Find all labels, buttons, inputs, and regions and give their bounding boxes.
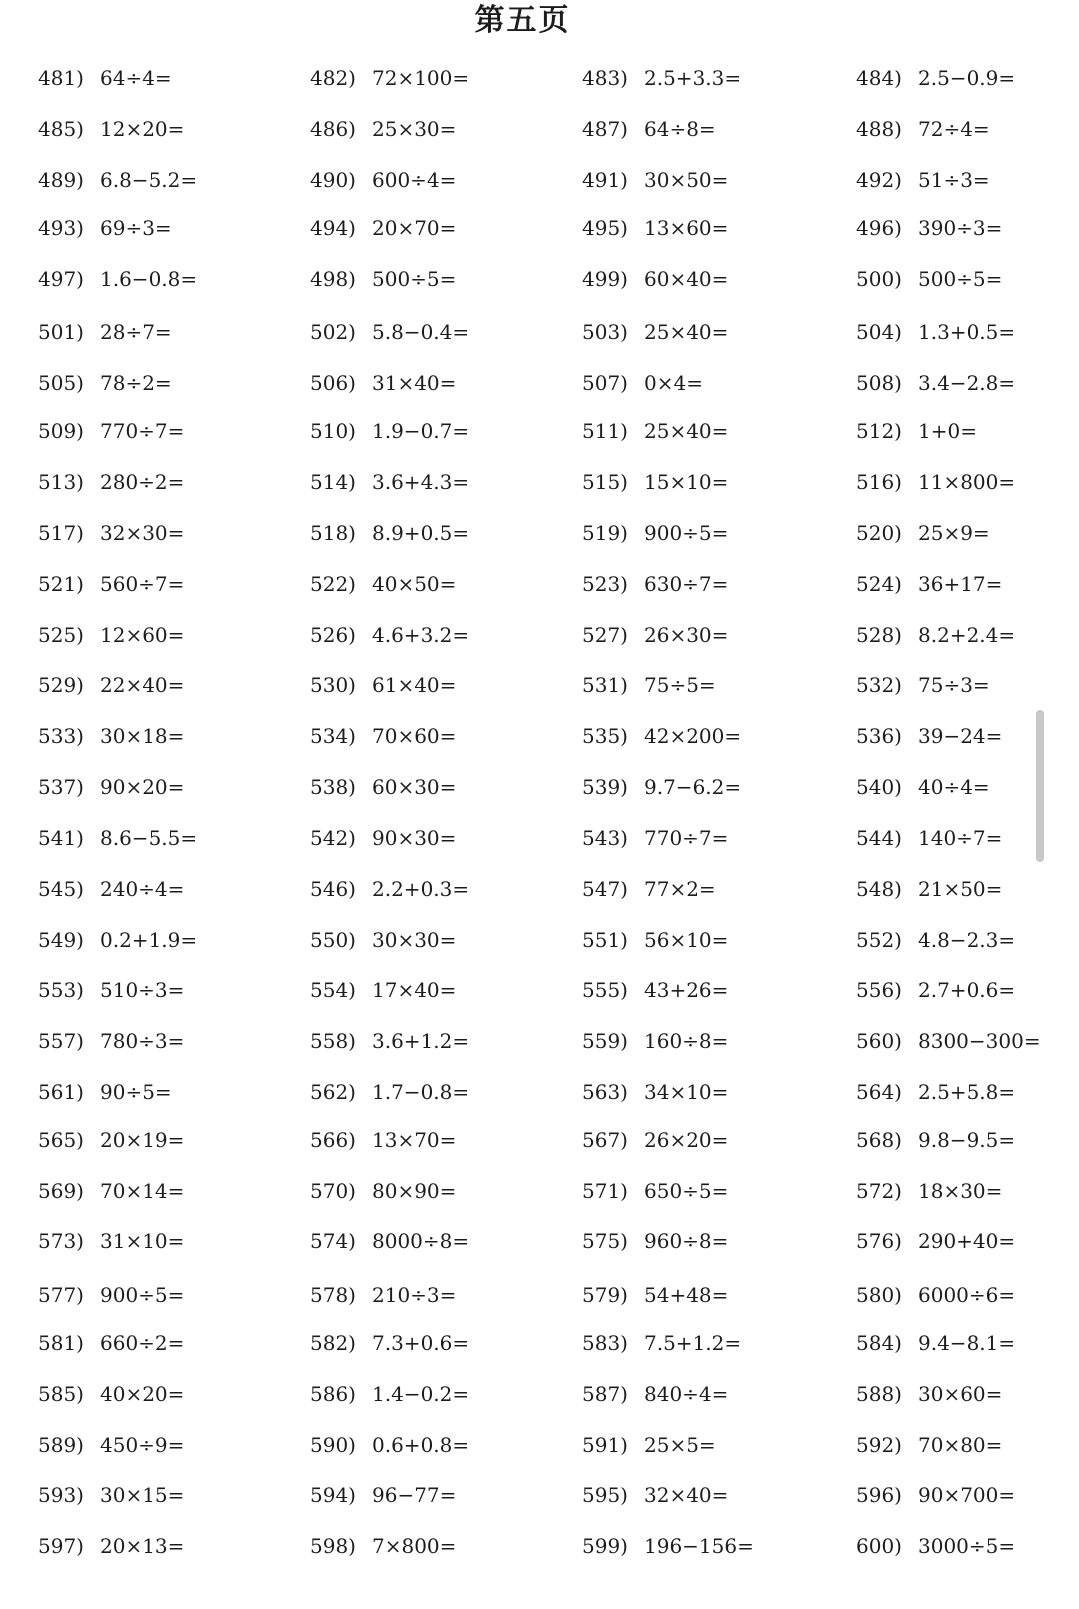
- problem-number: 516): [856, 470, 902, 494]
- problem-expression: 31×40=: [372, 371, 457, 395]
- problem-expression: 56×10=: [644, 928, 729, 952]
- problem-expression: 11×800=: [918, 470, 1016, 494]
- problem-number: 488): [856, 117, 902, 141]
- problem-expression: 780÷3=: [100, 1029, 185, 1053]
- problem-number: 521): [38, 572, 84, 596]
- problem-expression: 60×40=: [644, 267, 729, 291]
- problem-expression: 64÷4=: [100, 66, 172, 90]
- problem-row: [0, 1275, 1045, 1315]
- problem-number: 593): [38, 1483, 84, 1507]
- problem-expression: 30×18=: [100, 724, 185, 748]
- problem-expression: 22×40=: [100, 673, 185, 697]
- problem-number: 558): [310, 1029, 356, 1053]
- problem-number: 547): [582, 877, 628, 901]
- problem-row: [0, 818, 1045, 858]
- problem-number: 576): [856, 1229, 902, 1253]
- problem-number: 587): [582, 1382, 628, 1406]
- problem-expression: 90÷5=: [100, 1080, 172, 1104]
- problem-expression: 900÷5=: [644, 521, 729, 545]
- problem-number: 568): [856, 1128, 902, 1152]
- problem-expression: 80×90=: [372, 1179, 457, 1203]
- problem-number: 511): [582, 419, 628, 443]
- problem-expression: 5.8−0.4=: [372, 320, 470, 344]
- problem-number: 578): [310, 1283, 356, 1307]
- problem-number: 582): [310, 1331, 356, 1355]
- problem-expression: 32×30=: [100, 521, 185, 545]
- problem-expression: 0×4=: [644, 371, 703, 395]
- problem-number: 532): [856, 673, 902, 697]
- problem-expression: 72×100=: [372, 66, 470, 90]
- problem-expression: 9.8−9.5=: [918, 1128, 1016, 1152]
- problem-row: [0, 1323, 1045, 1363]
- problem-number: 498): [310, 267, 356, 291]
- problem-number: 596): [856, 1483, 902, 1507]
- problem-row: [0, 615, 1045, 655]
- problem-expression: 8300−300=: [918, 1029, 1041, 1053]
- problem-expression: 0.6+0.8=: [372, 1433, 470, 1457]
- problem-row: [0, 767, 1045, 807]
- problem-expression: 7.3+0.6=: [372, 1331, 470, 1355]
- problem-number: 535): [582, 724, 628, 748]
- problem-expression: 13×60=: [644, 216, 729, 240]
- problem-expression: 9.4−8.1=: [918, 1331, 1016, 1355]
- problem-number: 586): [310, 1382, 356, 1406]
- scrollbar-thumb[interactable]: [1036, 710, 1044, 862]
- problem-number: 588): [856, 1382, 902, 1406]
- problem-number: 584): [856, 1331, 902, 1355]
- problem-expression: 42×200=: [644, 724, 742, 748]
- problem-expression: 15×10=: [644, 470, 729, 494]
- problem-number: 537): [38, 775, 84, 799]
- problem-expression: 70×60=: [372, 724, 457, 748]
- problem-row: [0, 363, 1045, 403]
- problem-number: 572): [856, 1179, 902, 1203]
- problem-row: [0, 1120, 1045, 1160]
- problem-expression: 69÷3=: [100, 216, 172, 240]
- problem-expression: 600÷4=: [372, 168, 457, 192]
- problem-number: 536): [856, 724, 902, 748]
- problem-number: 491): [582, 168, 628, 192]
- problem-number: 545): [38, 877, 84, 901]
- problem-expression: 140÷7=: [918, 826, 1003, 850]
- problem-row: [0, 312, 1045, 352]
- problem-number: 548): [856, 877, 902, 901]
- problem-number: 482): [310, 66, 356, 90]
- problem-number: 589): [38, 1433, 84, 1457]
- problem-expression: 2.7+0.6=: [918, 978, 1016, 1002]
- problem-expression: 3.4−2.8=: [918, 371, 1016, 395]
- problem-expression: 560÷7=: [100, 572, 185, 596]
- problem-number: 495): [582, 216, 628, 240]
- problem-number: 543): [582, 826, 628, 850]
- problem-number: 540): [856, 775, 902, 799]
- problem-row: [0, 1526, 1045, 1566]
- problem-expression: 3.6+4.3=: [372, 470, 470, 494]
- problem-number: 592): [856, 1433, 902, 1457]
- problem-expression: 60×30=: [372, 775, 457, 799]
- problem-expression: 2.5−0.9=: [918, 66, 1016, 90]
- problem-number: 515): [582, 470, 628, 494]
- problem-expression: 8000÷8=: [372, 1229, 470, 1253]
- problem-number: 554): [310, 978, 356, 1002]
- problem-number: 556): [856, 978, 902, 1002]
- problem-expression: 500÷5=: [372, 267, 457, 291]
- problem-number: 487): [582, 117, 628, 141]
- problem-number: 533): [38, 724, 84, 748]
- problem-number: 561): [38, 1080, 84, 1104]
- problem-expression: 90×30=: [372, 826, 457, 850]
- problem-row: [0, 1425, 1045, 1465]
- problem-expression: 26×20=: [644, 1128, 729, 1152]
- problem-expression: 64÷8=: [644, 117, 716, 141]
- problem-row: [0, 160, 1045, 200]
- problem-number: 518): [310, 521, 356, 545]
- problem-expression: 1.7−0.8=: [372, 1080, 470, 1104]
- problem-number: 522): [310, 572, 356, 596]
- problem-number: 504): [856, 320, 902, 344]
- problem-number: 486): [310, 117, 356, 141]
- problem-number: 565): [38, 1128, 84, 1152]
- problem-number: 595): [582, 1483, 628, 1507]
- problem-number: 541): [38, 826, 84, 850]
- problem-expression: 17×40=: [372, 978, 457, 1002]
- problem-number: 506): [310, 371, 356, 395]
- problem-expression: 1.6−0.8=: [100, 267, 198, 291]
- problem-number: 574): [310, 1229, 356, 1253]
- problem-expression: 2.5+3.3=: [644, 66, 742, 90]
- problem-number: 525): [38, 623, 84, 647]
- problem-expression: 32×40=: [644, 1483, 729, 1507]
- problem-row: [0, 1374, 1045, 1414]
- problem-row: [0, 869, 1045, 909]
- problem-number: 507): [582, 371, 628, 395]
- problem-number: 527): [582, 623, 628, 647]
- problem-number: 496): [856, 216, 902, 240]
- problem-expression: 770÷7=: [644, 826, 729, 850]
- problem-number: 573): [38, 1229, 84, 1253]
- problem-expression: 8.9+0.5=: [372, 521, 470, 545]
- problem-number: 534): [310, 724, 356, 748]
- problem-row: [0, 259, 1045, 299]
- problem-number: 483): [582, 66, 628, 90]
- problem-number: 510): [310, 419, 356, 443]
- problem-number: 562): [310, 1080, 356, 1104]
- problem-number: 500): [856, 267, 902, 291]
- problem-number: 600): [856, 1534, 902, 1558]
- problem-expression: 25×5=: [644, 1433, 716, 1457]
- problem-number: 569): [38, 1179, 84, 1203]
- problem-expression: 40×20=: [100, 1382, 185, 1406]
- problem-number: 492): [856, 168, 902, 192]
- problem-row: [0, 109, 1045, 149]
- problem-number: 528): [856, 623, 902, 647]
- problem-expression: 20×13=: [100, 1534, 185, 1558]
- problem-expression: 1.9−0.7=: [372, 419, 470, 443]
- problem-expression: 2.5+5.8=: [918, 1080, 1016, 1104]
- problem-number: 531): [582, 673, 628, 697]
- problem-expression: 4.8−2.3=: [918, 928, 1016, 952]
- problem-row: [0, 513, 1045, 553]
- problem-number: 559): [582, 1029, 628, 1053]
- problem-number: 512): [856, 419, 902, 443]
- problem-expression: 7×800=: [372, 1534, 457, 1558]
- problem-expression: 660÷2=: [100, 1331, 185, 1355]
- problem-expression: 77×2=: [644, 877, 716, 901]
- problem-number: 530): [310, 673, 356, 697]
- problem-expression: 900÷5=: [100, 1283, 185, 1307]
- problem-number: 570): [310, 1179, 356, 1203]
- problem-expression: 6.8−5.2=: [100, 168, 198, 192]
- problem-number: 546): [310, 877, 356, 901]
- problem-number: 523): [582, 572, 628, 596]
- problem-number: 585): [38, 1382, 84, 1406]
- problem-expression: 1.4−0.2=: [372, 1382, 470, 1406]
- problem-number: 557): [38, 1029, 84, 1053]
- problem-number: 560): [856, 1029, 902, 1053]
- problem-number: 514): [310, 470, 356, 494]
- problem-expression: 960÷8=: [644, 1229, 729, 1253]
- problem-row: [0, 1221, 1045, 1261]
- problem-expression: 26×30=: [644, 623, 729, 647]
- problem-expression: 28÷7=: [100, 320, 172, 344]
- problem-number: 517): [38, 521, 84, 545]
- problem-number: 539): [582, 775, 628, 799]
- problem-expression: 770÷7=: [100, 419, 185, 443]
- problem-number: 503): [582, 320, 628, 344]
- problem-expression: 8.2+2.4=: [918, 623, 1016, 647]
- problem-expression: 20×19=: [100, 1128, 185, 1152]
- problem-expression: 20×70=: [372, 216, 457, 240]
- problem-expression: 39−24=: [918, 724, 1003, 748]
- problem-number: 508): [856, 371, 902, 395]
- problem-expression: 31×10=: [100, 1229, 185, 1253]
- problem-expression: 1+0=: [918, 419, 977, 443]
- problem-expression: 160÷8=: [644, 1029, 729, 1053]
- problem-number: 566): [310, 1128, 356, 1152]
- problem-number: 485): [38, 117, 84, 141]
- problem-expression: 12×20=: [100, 117, 185, 141]
- problem-number: 501): [38, 320, 84, 344]
- problem-expression: 3.6+1.2=: [372, 1029, 470, 1053]
- problem-row: [0, 58, 1045, 98]
- problem-row: [0, 665, 1045, 705]
- problem-row: [0, 564, 1045, 604]
- problem-number: 577): [38, 1283, 84, 1307]
- problem-number: 524): [856, 572, 902, 596]
- problem-expression: 96−77=: [372, 1483, 457, 1507]
- problem-expression: 54+48=: [644, 1283, 729, 1307]
- problem-expression: 450÷9=: [100, 1433, 185, 1457]
- problem-expression: 13×70=: [372, 1128, 457, 1152]
- problem-number: 494): [310, 216, 356, 240]
- problem-expression: 290+40=: [918, 1229, 1016, 1253]
- problem-expression: 0.2+1.9=: [100, 928, 198, 952]
- problem-expression: 210÷3=: [372, 1283, 457, 1307]
- problem-number: 550): [310, 928, 356, 952]
- problem-expression: 40÷4=: [918, 775, 990, 799]
- problem-number: 581): [38, 1331, 84, 1355]
- problem-expression: 70×14=: [100, 1179, 185, 1203]
- problem-number: 583): [582, 1331, 628, 1355]
- problem-number: 580): [856, 1283, 902, 1307]
- problem-expression: 1.3+0.5=: [918, 320, 1016, 344]
- problem-number: 481): [38, 66, 84, 90]
- problem-expression: 90×700=: [918, 1483, 1016, 1507]
- problem-row: [0, 1021, 1045, 1061]
- problem-expression: 2.2+0.3=: [372, 877, 470, 901]
- problem-number: 575): [582, 1229, 628, 1253]
- problem-expression: 61×40=: [372, 673, 457, 697]
- problem-expression: 630÷7=: [644, 572, 729, 596]
- problem-expression: 75÷5=: [644, 673, 716, 697]
- problem-row: [0, 716, 1045, 756]
- problem-expression: 30×15=: [100, 1483, 185, 1507]
- problem-row: [0, 1072, 1045, 1112]
- problem-expression: 280÷2=: [100, 470, 185, 494]
- problem-expression: 9.7−6.2=: [644, 775, 742, 799]
- problem-number: 544): [856, 826, 902, 850]
- problem-expression: 8.6−5.5=: [100, 826, 198, 850]
- problem-number: 520): [856, 521, 902, 545]
- problem-number: 571): [582, 1179, 628, 1203]
- problem-expression: 650÷5=: [644, 1179, 729, 1203]
- problem-expression: 40×50=: [372, 572, 457, 596]
- problem-expression: 72÷4=: [918, 117, 990, 141]
- problem-expression: 25×30=: [372, 117, 457, 141]
- problem-number: 551): [582, 928, 628, 952]
- problem-number: 513): [38, 470, 84, 494]
- problem-expression: 25×9=: [918, 521, 990, 545]
- problem-expression: 30×30=: [372, 928, 457, 952]
- problem-expression: 390÷3=: [918, 216, 1003, 240]
- problem-expression: 30×50=: [644, 168, 729, 192]
- problem-row: [0, 1171, 1045, 1211]
- problem-expression: 36+17=: [918, 572, 1003, 596]
- problem-row: [0, 462, 1045, 502]
- problem-number: 519): [582, 521, 628, 545]
- problem-expression: 4.6+3.2=: [372, 623, 470, 647]
- problem-expression: 6000÷6=: [918, 1283, 1016, 1307]
- problem-expression: 12×60=: [100, 623, 185, 647]
- problem-number: 553): [38, 978, 84, 1002]
- problem-number: 509): [38, 419, 84, 443]
- problem-expression: 500÷5=: [918, 267, 1003, 291]
- page-title: 第五页: [474, 3, 571, 38]
- problem-expression: 240÷4=: [100, 877, 185, 901]
- problem-expression: 196−156=: [644, 1534, 754, 1558]
- problem-number: 599): [582, 1534, 628, 1558]
- problem-expression: 18×30=: [918, 1179, 1003, 1203]
- problem-number: 499): [582, 267, 628, 291]
- problem-expression: 3000÷5=: [918, 1534, 1016, 1558]
- problem-expression: 25×40=: [644, 419, 729, 443]
- problem-expression: 51÷3=: [918, 168, 990, 192]
- problem-expression: 510÷3=: [100, 978, 185, 1002]
- problem-number: 590): [310, 1433, 356, 1457]
- problem-number: 597): [38, 1534, 84, 1558]
- problem-number: 549): [38, 928, 84, 952]
- problem-number: 497): [38, 267, 84, 291]
- problem-number: 505): [38, 371, 84, 395]
- problem-number: 591): [582, 1433, 628, 1457]
- problem-number: 538): [310, 775, 356, 799]
- problem-expression: 30×60=: [918, 1382, 1003, 1406]
- problem-row: [0, 970, 1045, 1010]
- problem-row: [0, 208, 1045, 248]
- problem-number: 529): [38, 673, 84, 697]
- problem-number: 563): [582, 1080, 628, 1104]
- problem-expression: 70×80=: [918, 1433, 1003, 1457]
- problem-expression: 34×10=: [644, 1080, 729, 1104]
- problem-number: 484): [856, 66, 902, 90]
- problem-number: 567): [582, 1128, 628, 1152]
- problem-number: 594): [310, 1483, 356, 1507]
- problem-number: 489): [38, 168, 84, 192]
- problem-number: 555): [582, 978, 628, 1002]
- problem-row: [0, 920, 1045, 960]
- problem-number: 542): [310, 826, 356, 850]
- problem-expression: 25×40=: [644, 320, 729, 344]
- problem-expression: 90×20=: [100, 775, 185, 799]
- problem-number: 490): [310, 168, 356, 192]
- problem-number: 526): [310, 623, 356, 647]
- problem-number: 564): [856, 1080, 902, 1104]
- problem-number: 493): [38, 216, 84, 240]
- problem-row: [0, 411, 1045, 451]
- problem-expression: 21×50=: [918, 877, 1003, 901]
- problem-expression: 7.5+1.2=: [644, 1331, 742, 1355]
- problem-number: 502): [310, 320, 356, 344]
- problem-number: 552): [856, 928, 902, 952]
- problem-number: 598): [310, 1534, 356, 1558]
- problem-number: 579): [582, 1283, 628, 1307]
- problem-expression: 75÷3=: [918, 673, 990, 697]
- problem-expression: 840÷4=: [644, 1382, 729, 1406]
- problem-row: [0, 1475, 1045, 1515]
- problem-expression: 43+26=: [644, 978, 729, 1002]
- problem-expression: 78÷2=: [100, 371, 172, 395]
